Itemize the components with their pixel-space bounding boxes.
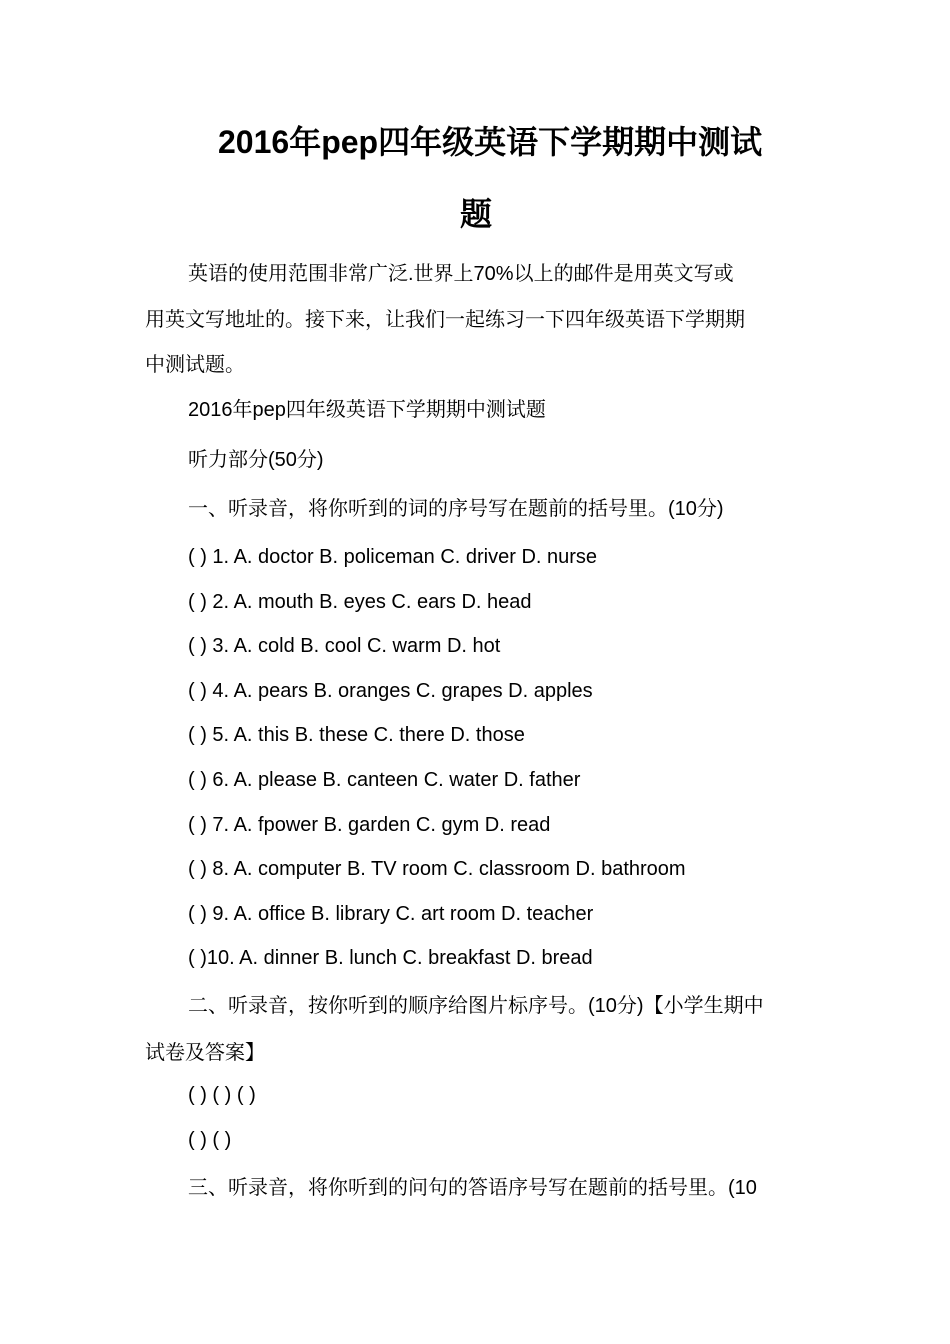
section-2-heading-line-1: 二、听录音，按你听到的顺序给图片标序号。(10分)【小学生期中 xyxy=(188,995,764,1017)
section-2-heading-line-2: 试卷及答案】 xyxy=(145,1042,265,1064)
question-9: ( ) 9. A. office B. library C. art room D. teacher xyxy=(188,903,594,925)
answer-blanks-row-1: ( ) ( ) ( ) xyxy=(188,1084,256,1106)
listening-header: 听力部分(50分) xyxy=(188,449,324,471)
answer-blanks-row-2: ( ) ( ) xyxy=(188,1129,232,1151)
subtitle: 2016年pep四年级英语下学期期中测试题 xyxy=(188,399,546,421)
question-5: ( ) 5. A. this B. these C. there D. those xyxy=(188,724,525,746)
question-3: ( ) 3. A. cold B. cool C. warm D. hot xyxy=(188,635,501,657)
section-3-heading-line-1: 三、听录音，将你听到的问句的答语序号写在题前的括号里。(10 xyxy=(188,1177,757,1199)
section-1-heading: 一、听录音，将你听到的词的序号写在题前的括号里。(10分) xyxy=(188,498,724,520)
document-title-line-1: 2016年pep四年级英语下学期期中测试 xyxy=(218,124,763,160)
intro-line-2: 用英文写地址的。接下来，让我们一起练习一下四年级英语下学期期 xyxy=(145,309,745,331)
intro-line-1: 英语的使用范围非常广泛.世界上70%以上的邮件是用英文写或 xyxy=(188,263,734,285)
question-2: ( ) 2. A. mouth B. eyes C. ears D. head xyxy=(188,591,532,613)
document-title-line-2: 题 xyxy=(459,196,492,232)
question-8: ( ) 8. A. computer B. TV room C. classroom D. bathroom xyxy=(188,858,686,880)
question-10: ( )10. A. dinner B. lunch C. breakfast D. bread xyxy=(188,947,593,969)
question-4: ( ) 4. A. pears B. oranges C. grapes D. apples xyxy=(188,680,593,702)
question-6: ( ) 6. A. please B. canteen C. water D. father xyxy=(188,769,581,791)
intro-line-3: 中测试题。 xyxy=(145,354,245,376)
question-7: ( ) 7. A. fpower B. garden C. gym D. read xyxy=(188,814,551,836)
question-1: ( ) 1. A. doctor B. policeman C. driver D. nurse xyxy=(188,546,598,568)
